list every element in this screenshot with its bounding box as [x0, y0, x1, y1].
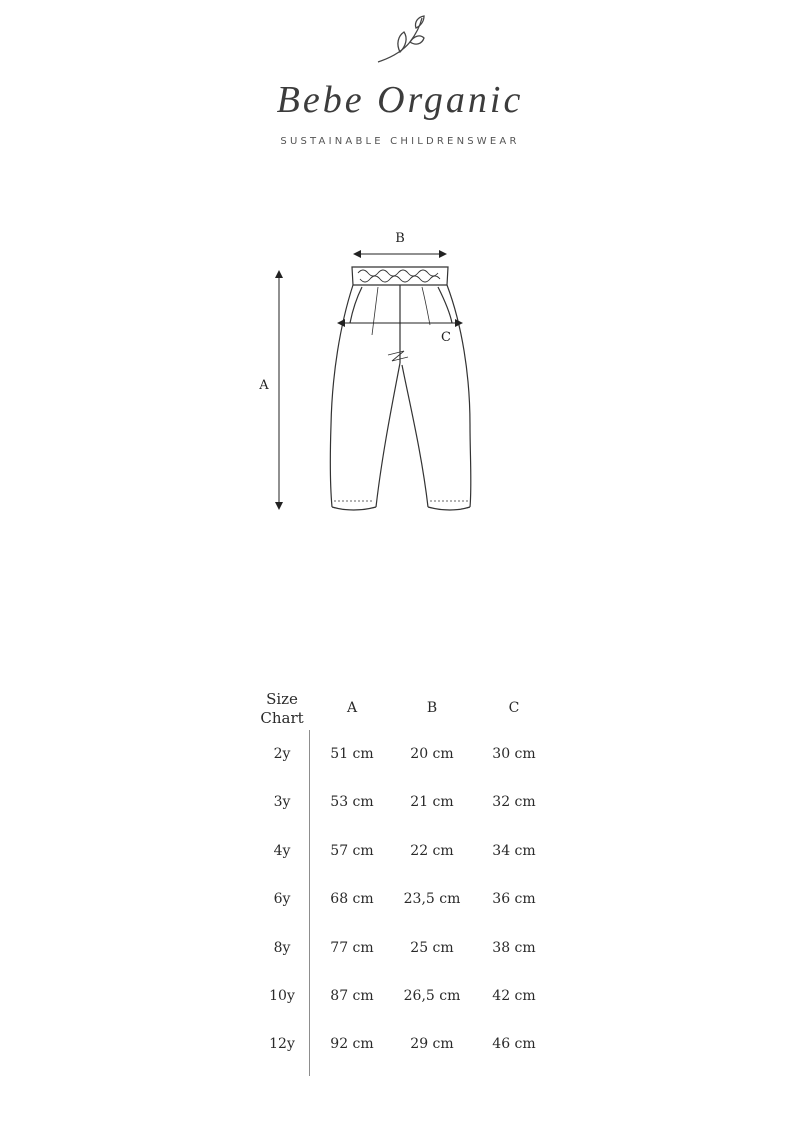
- size-cell: 12y: [269, 1036, 295, 1052]
- c-cell: 36 cm: [492, 891, 536, 907]
- table-row: [252, 1036, 562, 1056]
- table-row: [252, 746, 562, 766]
- a-cell: 92 cm: [330, 1036, 374, 1052]
- c-cell: 38 cm: [492, 940, 536, 956]
- size-cell: 10y: [269, 988, 295, 1004]
- a-cell: 57 cm: [330, 843, 374, 859]
- a-cell: 87 cm: [330, 988, 374, 1004]
- size-chart-table: [252, 686, 562, 1078]
- table-row: [252, 843, 562, 863]
- size-cell: 8y: [273, 940, 291, 956]
- b-cell: 29 cm: [410, 1036, 454, 1052]
- table-row: [252, 794, 562, 814]
- size-cell: 4y: [273, 843, 291, 859]
- b-cell: 20 cm: [410, 746, 454, 762]
- brand-tagline: SUSTAINABLE CHILDRENSWEAR: [280, 136, 520, 147]
- c-cell: 46 cm: [492, 1036, 536, 1052]
- size-cell: 2y: [273, 746, 291, 762]
- b-cell: 26,5 cm: [403, 988, 461, 1004]
- pants-outline-icon: [330, 267, 471, 510]
- b-cell: 23,5 cm: [403, 891, 461, 907]
- size-cell: 3y: [273, 794, 291, 810]
- table-row: [252, 988, 562, 1008]
- column-header-b: B: [426, 700, 438, 716]
- size-cell: 6y: [273, 891, 291, 907]
- leaf-sprig-icon: [370, 14, 430, 66]
- column-header-a: A: [346, 700, 358, 716]
- brand-name: Bebe Organic: [276, 79, 524, 121]
- a-cell: 77 cm: [330, 940, 374, 956]
- b-cell: 22 cm: [410, 843, 454, 859]
- label-a: A: [259, 378, 269, 393]
- size-chart-header: Size Chart: [260, 690, 304, 727]
- b-cell: 25 cm: [410, 940, 454, 956]
- a-cell: 53 cm: [330, 794, 374, 810]
- a-cell: 68 cm: [330, 891, 374, 907]
- table-row: [252, 940, 562, 960]
- a-cell: 51 cm: [330, 746, 374, 762]
- c-cell: 30 cm: [492, 746, 536, 762]
- label-b: B: [395, 231, 405, 246]
- pants-measurement-diagram: [0, 215, 800, 525]
- c-cell: 34 cm: [492, 843, 536, 859]
- column-header-c: C: [508, 700, 520, 716]
- table-row: [252, 891, 562, 911]
- c-cell: 42 cm: [492, 988, 536, 1004]
- label-c: C: [441, 330, 451, 345]
- c-cell: 32 cm: [492, 794, 536, 810]
- b-cell: 21 cm: [410, 794, 454, 810]
